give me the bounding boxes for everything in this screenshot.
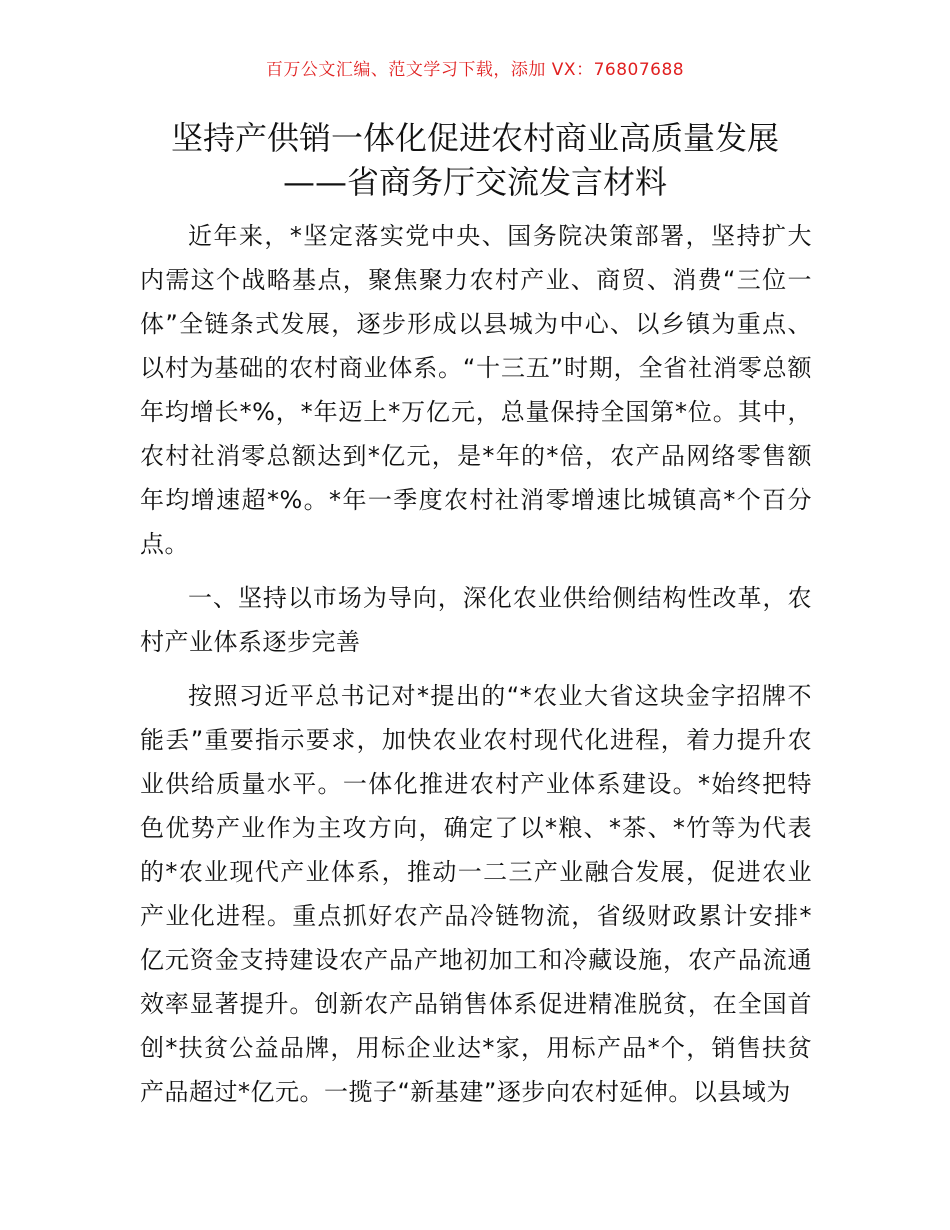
document-body	[140, 214, 812, 1114]
document-subtitle: ——省商务厅交流发言材料	[282, 163, 667, 201]
paragraph-intro: 近年来，*坚定落实党中央、国务院决策部署，坚持扩大内需这个战略基点，聚焦聚力农村产业、商贸、消费“三位一体”全链条式发展，逐步形成以县城为中心、以乡镇为重点、以村为基础的农村商业体系。“十三五”时期，全省社消零总额年均增长*%，*年迈上*万亿元，总量保持全国第*位。其中，农村社消零总额达到*亿元，是*年的*倍，农产品网络零售额年均增速超*%。*年一季度农村社消零增速比城镇高*个百分点。	[140, 222, 812, 558]
watermark-header: 百万公文汇编、范文学习下载，添加 VX：76807688	[265, 60, 685, 80]
section-heading-1: 一、坚持以市场为导向，深化农业供给侧结构性改革，农村产业体系逐步完善	[140, 584, 812, 656]
paragraph-section-1: 按照习近平总书记对*提出的“*农业大省这块金字招牌不能丢”重要指示要求，加快农业农村现代化进程，着力提升农业供给质量水平。一体化推进农村产业体系建设。*始终把特色优势产业作为主攻方向，确定了以*粮、*茶、*竹等为代表的*农业现代产业体系，推动一二三产业融合发展，促进农业产业化进程。重点抓好农产品冷链物流，省级财政累计安排*亿元资金支持建设农产品产地初加工和冷藏设施，农产品流通效率显著提升。创新农产品销售体系促进精准脱贫，在全国首创*扶贫公益品牌，用标企业达*家，用标产品*个，销售扶贫产品超过*亿元。一揽子“新基建”逐步向农村延伸。以县域为	[140, 682, 812, 1106]
document-title: 坚持产供销一体化促进农村商业高质量发展	[170, 119, 779, 157]
